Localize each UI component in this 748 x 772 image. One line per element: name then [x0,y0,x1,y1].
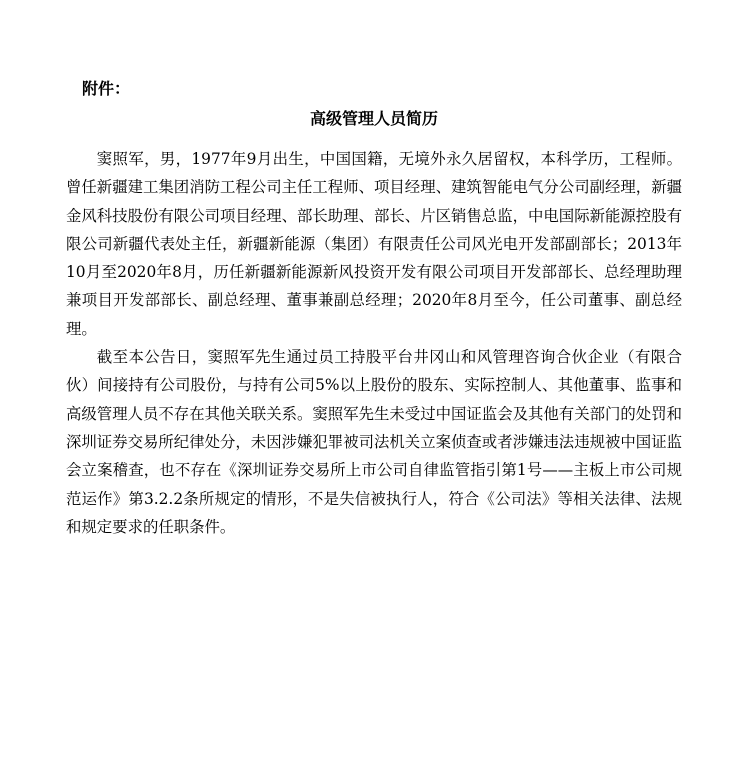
disclosure-paragraph: 截至本公告日，窦照军先生通过员工持股平台井冈山和风管理咨询合伙企业（有限合伙）间接持有公司股份，与持有公司5%以上股份的股东、实际控制人、其他董事、监事和高级管理人员不存在其他关联关系。窦照军先生未受过中国证监会及其他有关部门的处罚和深圳证券交易所纪律处分，未因涉嫌犯罪被司法机关立案侦查或者涉嫌违法违规被中国证监会立案稽查，也不存在《深圳证券交易所上市公司自律监管指引第1号——主板上市公司规范运作》第3.2.2条所规定的情形，不是失信被执行人，符合《公司法》等相关法律、法规和规定要求的任职条件。 [66,348,682,536]
resume-paragraph: 窦照军，男，1977年9月出生，中国国籍，无境外永久居留权，本科学历，工程师。曾任新疆建工集团消防工程公司主任工程师、项目经理、建筑智能电气分公司副经理，新疆金风科技股份有限公司项目经理、部长助理、部长、片区销售总监，中电国际新能源控股有限公司新疆代表处主任，新疆新能源（集团）有限责任公司风光电开发部副部长；2013年10月至2020年8月，历任新疆新能源新风投资开发有限公司项目开发部部长、总经理助理兼项目开发部部长、副总经理、董事兼副总经理；2020年8月至今，任公司董事、副总经理。 [66,150,682,338]
document-body [66,145,682,541]
document-title: 高级管理人员简历 [309,109,438,128]
attachment-label: 附件： [82,79,131,98]
